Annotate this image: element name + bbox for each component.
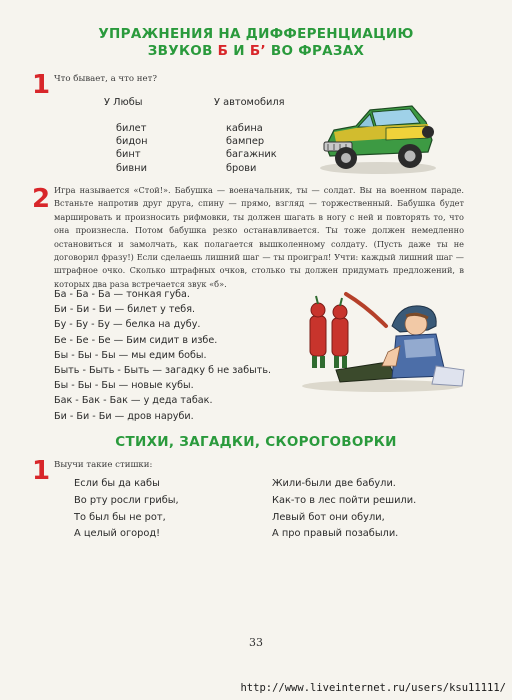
section-heading-1-line2 [0,43,512,60]
list-item: бампер [226,136,265,148]
exercise-prompt: Что бывает, а что нет? [54,74,157,84]
poem-line: То был бы не рот, [74,511,166,523]
rhyme-line: Бе - Бе - Бе — Бим сидит в избе. [54,334,218,346]
exercise-prompt: Выучи такие стишки: [54,460,153,470]
heading-letter-b-soft: Б’ [249,43,266,59]
rhyme-line: Быть - Быть - Быть — загадку б не забыть. [54,364,272,376]
heading-letter-b: Б [217,43,229,59]
poem-line: Как-то в лес пойти решили. [272,494,417,506]
right-column [214,96,285,109]
section-heading-2: СТИХИ, ЗАГАДКИ, СКОРОГОВОРКИ [115,434,397,450]
rhyme-line: Би - Би - Би — дров наруби. [54,410,194,422]
list-item: бидон [116,136,148,148]
poem-left [74,476,179,543]
heading-text: ЗВУКОВ [147,43,218,59]
poem-line: А целый огород! [74,528,161,540]
jeep-illustration [316,96,440,176]
exercise-number: 2 [32,184,51,214]
page-number: 33 [249,636,263,649]
section-heading-1 [0,26,512,60]
exercise-number: 1 [32,70,51,100]
list-item: бинт [116,149,141,161]
child-illustration [382,306,464,386]
list-item: билет [116,123,147,134]
right-word-list [226,122,277,175]
section-heading-1-line1: УПРАЖНЕНИЯ НА ДИФФЕРЕНЦИАЦИЮ [98,26,414,42]
rhyme-line: Би - Би - Би — билет у тебя. [54,304,196,316]
poem-line: А про правый позабыли. [272,528,399,540]
rhyme-line: Бу - Бу - Бу — белка на дубу. [54,319,201,331]
toy-soldiers-illustration [310,296,348,368]
column-header: У автомобиля [214,97,285,108]
list-item: кабина [226,123,263,134]
rhyme-line: Ба - Ба - Ба — тонкая губа. [54,289,190,300]
poem-line: Жили-были две бабули. [272,478,396,489]
exercise-number: 1 [32,456,51,486]
rhyme-line: Бы - Бы - Бы — новые кубы. [54,380,194,392]
poem-right [272,476,416,543]
list-item: багажник [226,149,277,161]
rhyme-line: Бы - Бы - Бы — мы едим бобы. [54,349,207,361]
left-column [104,96,142,109]
rhyme-line: Бак - Бак - Бак — у деда табак. [54,395,213,407]
syllable-rhymes [54,287,271,424]
watermark-link[interactable]: http://www.liveinternet.ru/users/ksu11111/ [240,682,506,694]
column-header: У Любы [104,97,143,108]
list-item: брови [226,162,257,174]
list-item: бивни [116,162,147,174]
game-instructions: Игра называется «Стой!». Бабушка — военачальник, ты — солдат. Вы на военном параде. Встаньте напротив друг друга, спину — прямо, взгляд — торжественный. Бабушка будет маршировать и произносить рифмовки, ты должен шагать в ногу с ней и повторять то, что она произнесла. Потом бабушка резко останавливается. Ты тоже должен немедленно остановиться и замолчать, как полагается вышколенному солдату. (Пусть даже ты не договорил фразу!) Если сделаешь лишний шаг — ты проиграл! Учти: каждый лишний шаг — штрафное очко. Сколько штрафных очков, столько ты должен придумать предложений, в которых два раза встречается звук «б». [54,185,464,289]
poem-line: Во рту росли грибы, [74,494,179,506]
poem-line: Левый бот они обули, [272,511,385,523]
heading-text: ВО ФРАЗАХ [265,43,365,59]
child-and-toy-soldiers-illustration [296,286,468,394]
left-word-list [116,122,148,175]
heading-text: И [228,43,250,59]
poem-line: Если бы да кабы [74,478,160,489]
